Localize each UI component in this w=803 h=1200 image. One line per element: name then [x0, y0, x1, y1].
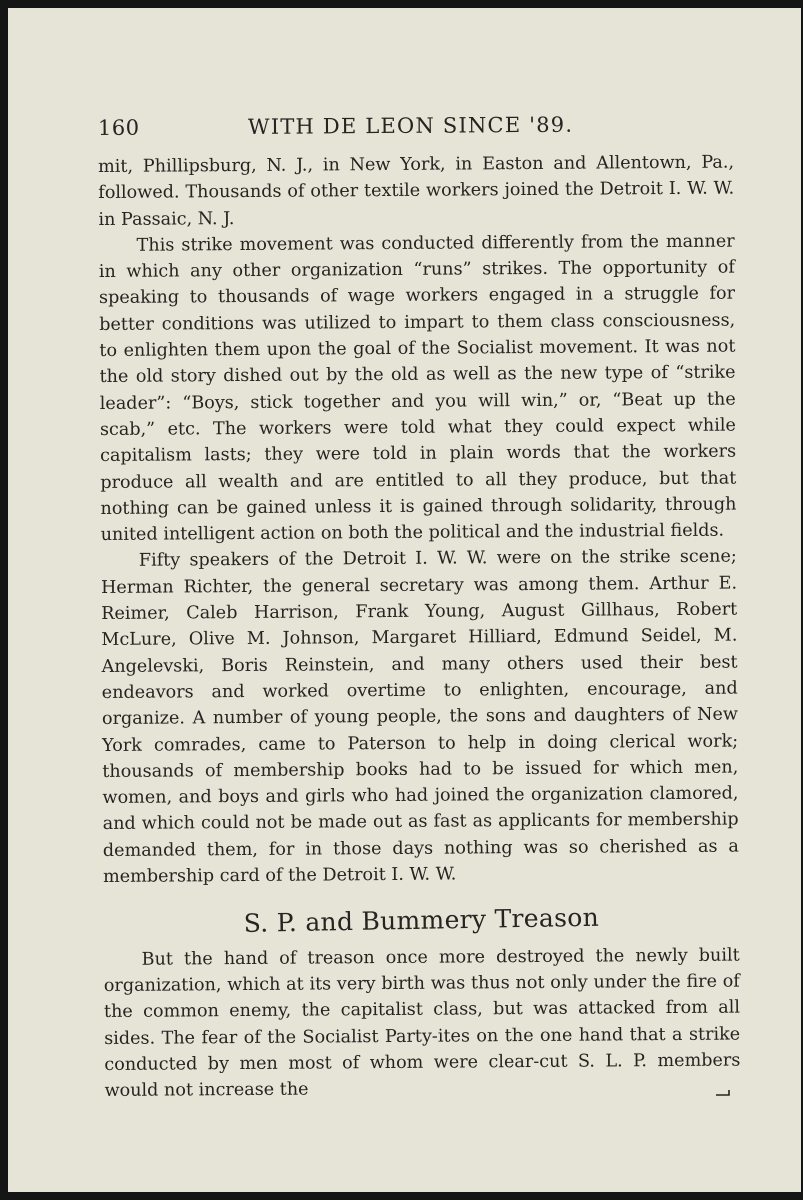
paragraph-strike-movement: This strike movement was conducted differently from the manner in which any other organization “runs” strikes. The opportunity of speaking to thousands of wage workers engaged in a struggle for better conditions was utilized to impart to them class consciousness, to enlighten them upon the goal of the Socialist movement. It was not the old story dished out by the old as well as the new type of “strike leader”: “Boys, stick together and you will win,” or, “Beat up the scab,” etc. The workers were told what they could expect while capitalism lasts; they were told in plain words that the workers produce all wealth and are entitled to all they produce, but that nothing can be gained unless it is gained through solidarity, through united intelligent action on both the political and the industrial fields.: [98, 231, 737, 546]
section-heading: S. P. and Bummery Treason: [243, 902, 600, 939]
page-content: [97, 112, 741, 1104]
page-number: 160: [97, 115, 140, 140]
running-title: WITH DE LEON SINCE '89.: [247, 112, 574, 139]
paragraph-treason: But the hand of treason once more destroyed the newly built organization, which at its very birth was thus not only under the fire of the common enemy, the capitalist class, but was attacked from all sides. The fear of the Socialist Party-ites on the one hand that a strike conducted by men most of whom were clear-cut S. L. P. members would not increase the: [103, 945, 741, 1102]
book-page: [8, 8, 801, 1192]
paragraph-fifty-speakers: Fifty speakers of the Detroit I. W. W. were on the strike scene; Herman Richter, the general secretary was among them. Arthur E. Reimer, Caleb Harrison, Frank Young, August Gillhaus, Robert McLure, Olive M. Johnson, Margaret Hilliard, Edmund Seidel, M. Angelevski, Boris Reinstein, and many others used their best endeavors and worked overtime to enlighten, encourage, and organize. A number of young people, the sons and daughters of New York comrades, came to Paterson to help in doing clerical work; thousands of membership books had to be issued for which men, women, and boys and girls who had joined the organization clamored, and which could not be made out as fast as applicants for membership demanded them, for in those days nothing was so cherished as a membership card of the Detroit I. W. W.: [100, 547, 739, 887]
body-text: [98, 150, 741, 1105]
paragraph-continuation: mit, Phillipsburg, N. J., in New York, in Easton and Allentown, Pa., followed. Thousands of other textile workers joined the Detroit I. W. W. in Passaic, N. J.: [98, 152, 735, 230]
printer-corner-mark: [716, 1090, 730, 1096]
running-head: [98, 112, 734, 140]
